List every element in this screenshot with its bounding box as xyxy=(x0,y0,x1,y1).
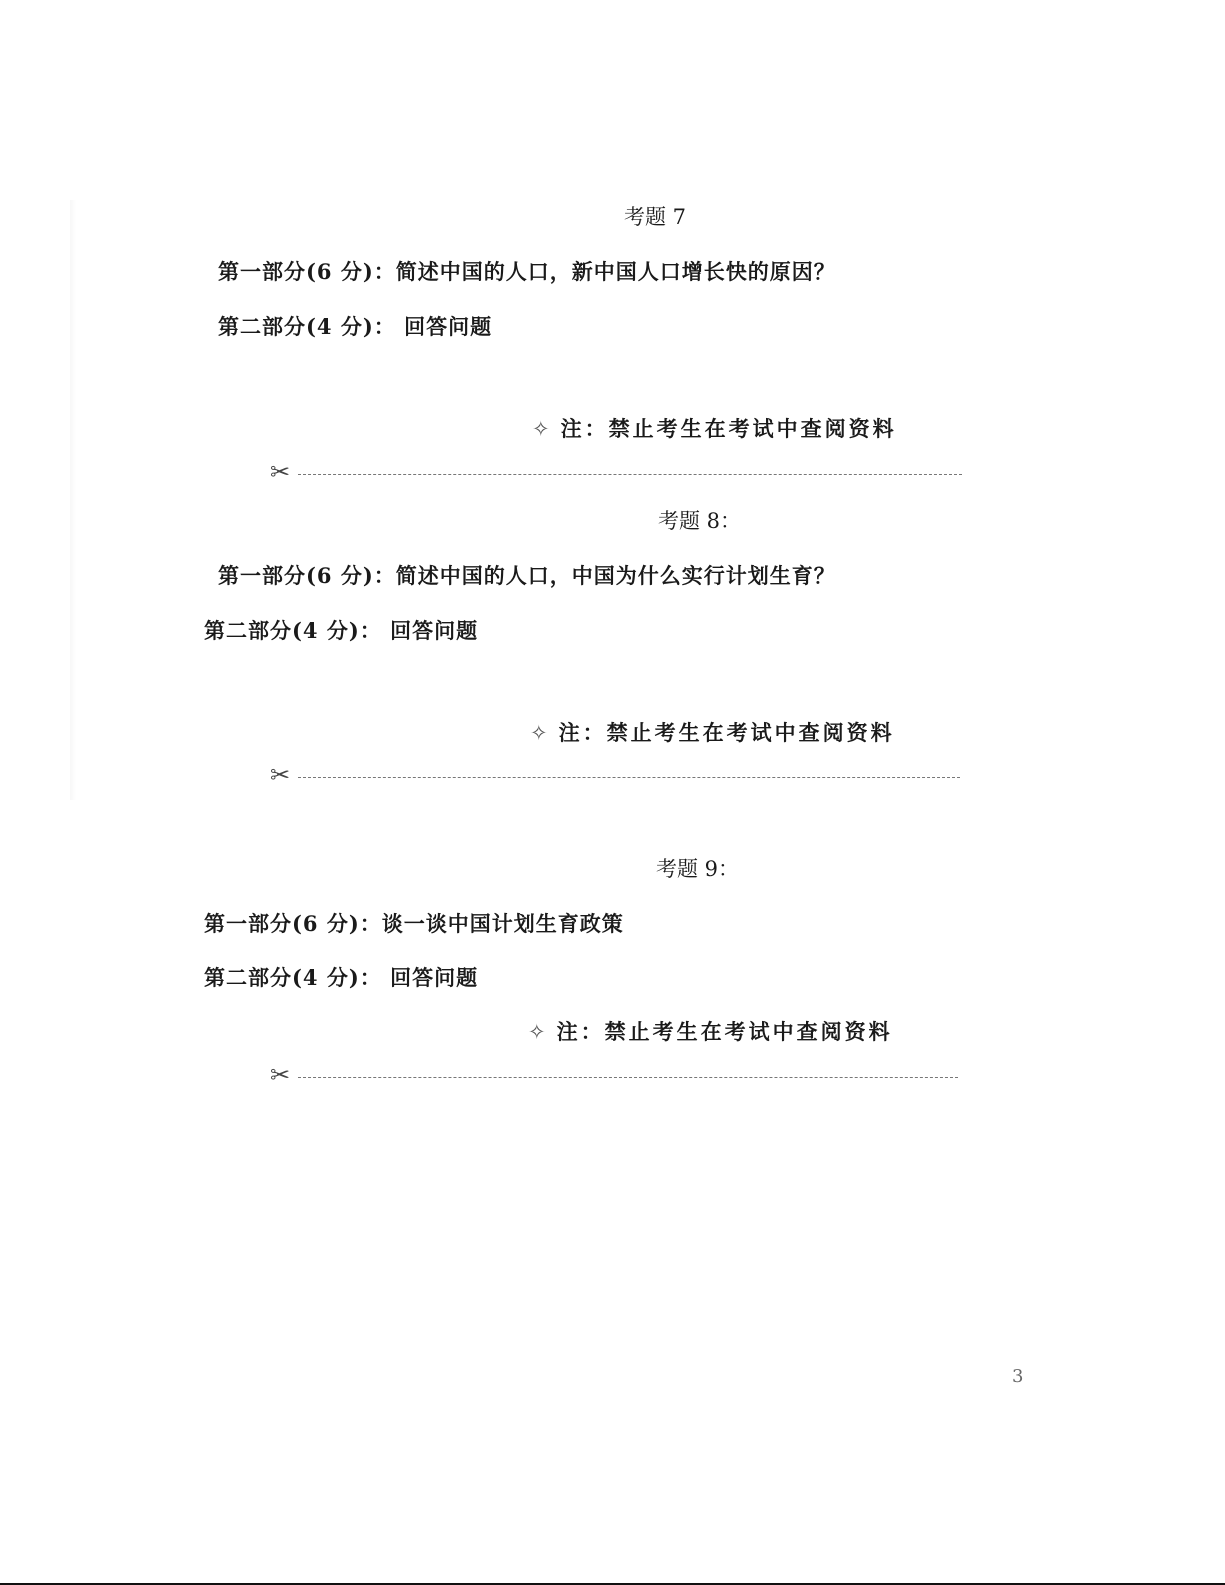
question-8-note xyxy=(530,720,895,746)
question-7-note xyxy=(532,416,897,442)
question-9-part1: 第一部分(6 分)：谈一谈中国计划生育政策 xyxy=(204,911,624,936)
dashed-line xyxy=(298,777,960,778)
diamond-bullet-icon: ✧ xyxy=(532,417,553,441)
question-9-note xyxy=(528,1019,893,1045)
diamond-bullet-icon: ✧ xyxy=(530,721,551,745)
question-8-part2: 第二部分(4 分)： 回答问题 xyxy=(204,618,479,643)
page-number: 3 xyxy=(1012,1366,1024,1387)
dashed-line xyxy=(298,1077,958,1078)
question-9-title: 考题 9： xyxy=(656,857,740,881)
question-8-part1: 第一部分(6 分)：简述中国的人口，中国为什么实行计划生育？ xyxy=(218,563,836,588)
question-8-note-text: 注：禁止考生在考试中查阅资料 xyxy=(558,720,895,745)
scissors-icon: ✂ xyxy=(270,1061,291,1089)
scissors-icon: ✂ xyxy=(270,761,291,789)
question-9-part2: 第二部分(4 分)： 回答问题 xyxy=(204,965,479,990)
question-7-title: 考题 7 xyxy=(624,205,687,229)
question-7-part2: 第二部分(4 分)： 回答问题 xyxy=(218,314,493,339)
diamond-bullet-icon: ✧ xyxy=(528,1020,549,1044)
scissors-icon: ✂ xyxy=(270,458,291,486)
dashed-line xyxy=(298,474,962,475)
scan-shadow xyxy=(70,200,76,800)
cut-line-1 xyxy=(270,458,962,486)
question-7-note-text: 注：禁止考生在考试中查阅资料 xyxy=(560,416,897,441)
cut-line-2 xyxy=(270,761,960,789)
cut-line-3 xyxy=(270,1061,958,1089)
question-7-part1: 第一部分(6 分)：简述中国的人口，新中国人口增长快的原因？ xyxy=(218,259,836,284)
question-9-note-text: 注：禁止考生在考试中查阅资料 xyxy=(556,1019,893,1044)
question-8-title: 考题 8： xyxy=(658,509,742,533)
